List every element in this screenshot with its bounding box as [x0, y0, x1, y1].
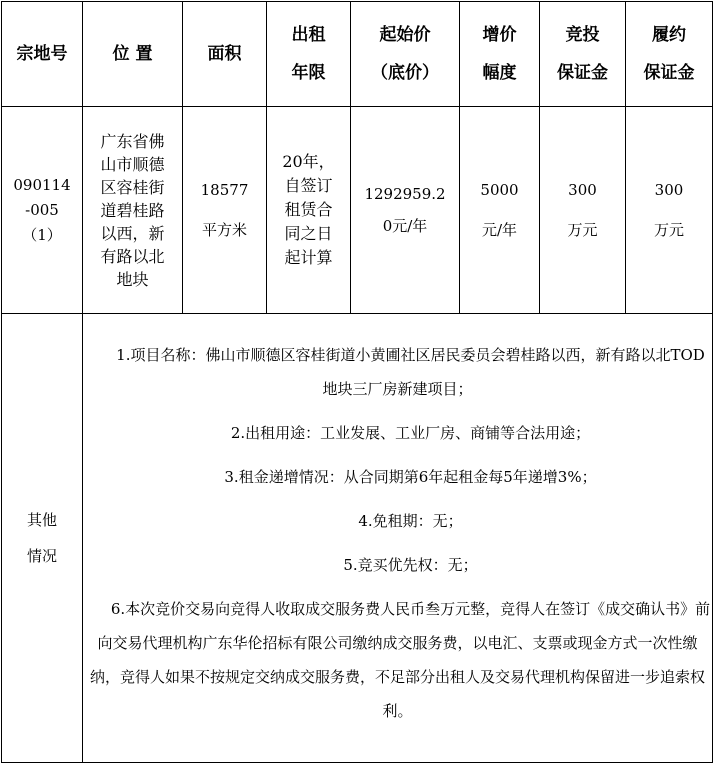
header-bid-deposit: 竞投 保证金	[540, 2, 626, 107]
header-starting-price: 起始价 （底价）	[351, 2, 460, 107]
other-item: 3.租金递增情况：从合同期第6年起租金每5年递增3%；	[224, 468, 597, 486]
other-item: 5.竞买优先权：无；	[343, 556, 478, 574]
other-item: 6.本次竞价交易向竞得人收取成交服务费人民币叁万元整，竞得人在签订《成交确认书》前向交易代理机构广东华伦招标有限公司缴纳成交服务费，以电汇、支票或现金方式一次性缴纳，竞得人如果不按规定交纳成交服务费，不足部分出租人及交易代理机构保留进一步追索权利。	[89, 600, 711, 720]
header-increment: 增价 幅度	[460, 2, 540, 107]
cell-area: 18577 平方米	[183, 107, 267, 314]
cell-lease-term: 20年， 自签订 租赁合 同之日 起计算	[267, 107, 351, 314]
cell-increment: 5000 元/年	[460, 107, 540, 314]
cell-starting-price: 1292959.2 0元/年	[351, 107, 460, 314]
cell-performance-deposit: 300 万元	[626, 107, 713, 314]
other-item: 4.免租期：无；	[358, 512, 463, 530]
cell-bid-deposit: 300 万元	[540, 107, 626, 314]
other-details	[83, 314, 713, 763]
header-row	[2, 2, 713, 107]
cell-location: 广东省佛 山市顺德 区容桂街 道碧桂路 以西，新 有路以北 地块	[83, 107, 183, 314]
other-item: 1.项目名称：佛山市顺德区容桂街道小黄圃社区居民委员会碧桂路以西，新有路以北TOD地块三厂房新建项目；	[116, 346, 705, 398]
cell-parcel-no: 090114 -005 （1）	[2, 107, 83, 314]
other-item: 2.出租用途：工业发展、工业厂房、商铺等合法用途；	[230, 424, 591, 442]
header-performance-deposit: 履约 保证金	[626, 2, 713, 107]
other-row	[2, 314, 713, 763]
header-area: 面积	[183, 2, 267, 107]
header-parcel-no: 宗地号	[2, 2, 83, 107]
data-row	[2, 107, 713, 314]
header-location: 位 置	[83, 2, 183, 107]
land-lease-table	[1, 1, 713, 763]
other-label: 其他 情况	[2, 314, 83, 763]
header-lease-term: 出租 年限	[267, 2, 351, 107]
